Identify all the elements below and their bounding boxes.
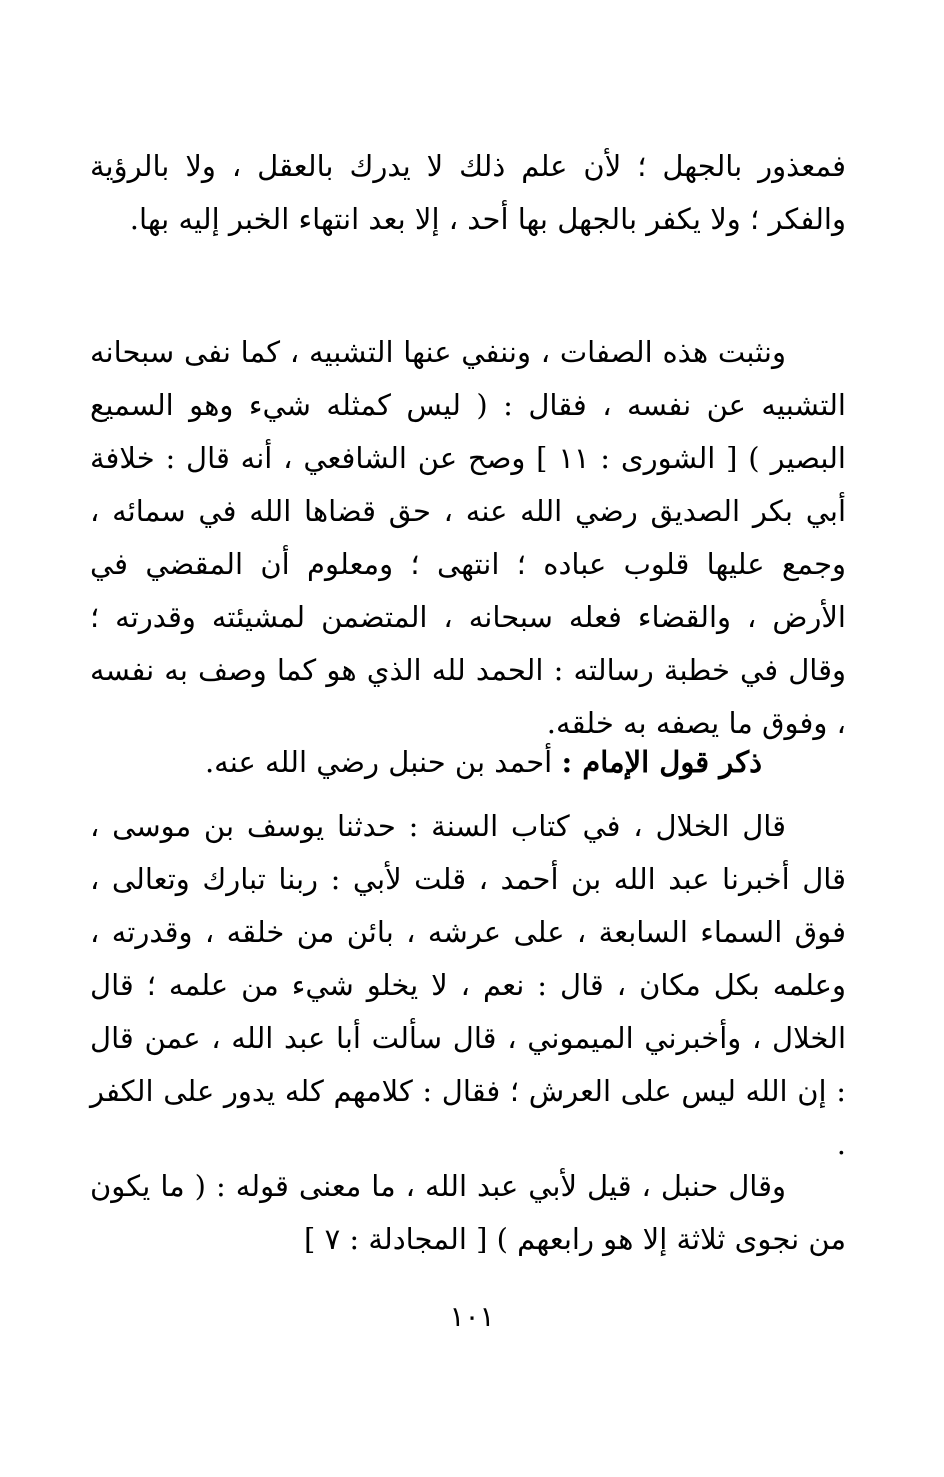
section-heading (90, 736, 846, 789)
paragraph-1 (90, 140, 846, 246)
paragraph-4 (90, 1160, 846, 1266)
paragraph-2-text: ونثبت هذه الصفات ، وننفي عنها التشبيه ، كما نفى سبحانه التشبيه عن نفسه ، فقال : ( ليس كمثله شيء وهو السميع البصير ) [ الشورى : ١١ ] وصح عن الشافعي ، أنه قال : خلافة أبي بكر الصديق رضي الله عنه ، حق قضاها الله في سمائه ، وجمع عليها قلوب عباده ؛ انتهى ؛ ومعلوم أن المقضي في الأرض ، والقضاء فعله سبحانه ، المتضمن لمشيئته وقدرته ؛ وقال في خطبة رسالته : الحمد لله الذي هو كما وصف به نفسه ، وفوق ما يصفه به خلقه. (90, 335, 846, 740)
section-heading-bold: ذكر قول الإمام : (561, 745, 762, 779)
section-heading-rest: أحمد بن حنبل رضي الله عنه. (204, 745, 562, 779)
paragraph-3 (90, 800, 846, 1171)
page-number: ١٠١ (449, 1300, 495, 1333)
paragraph-4-text: وقال حنبل ، قيل لأبي عبد الله ، ما معنى قوله : ( ما يكون من نجوى ثلاثة إلا هو رابعهم ) [ المجادلة : ٧ ] (90, 1169, 846, 1256)
paragraph-2 (90, 326, 846, 750)
paragraph-1-text: فمعذور بالجهل ؛ لأن علم ذلك لا يدرك بالعقل ، ولا بالرؤية والفكر ؛ ولا يكفر بالجهل بها أحد ، إلا بعد انتهاء الخبر إليه بها. (90, 149, 846, 236)
paragraph-3-text: قال الخلال ، في كتاب السنة : حدثنا يوسف بن موسى ، قال أخبرنا عبد الله بن أحمد ، قلت لأبي : ربنا تبارك وتعالى ، فوق السماء السابعة ، على عرشه ، بائن من خلقه ، وقدرته ، وعلمه بكل مكان ، قال : نعم ، لا يخلو شيء من علمه ؛ قال الخلال ، وأخبرني الميموني ، قال سألت أبا عبد الله ، عمن قال : إن الله ليس على العرش ؛ فقال : كلامهم كله يدور على الكفر . (90, 809, 846, 1161)
